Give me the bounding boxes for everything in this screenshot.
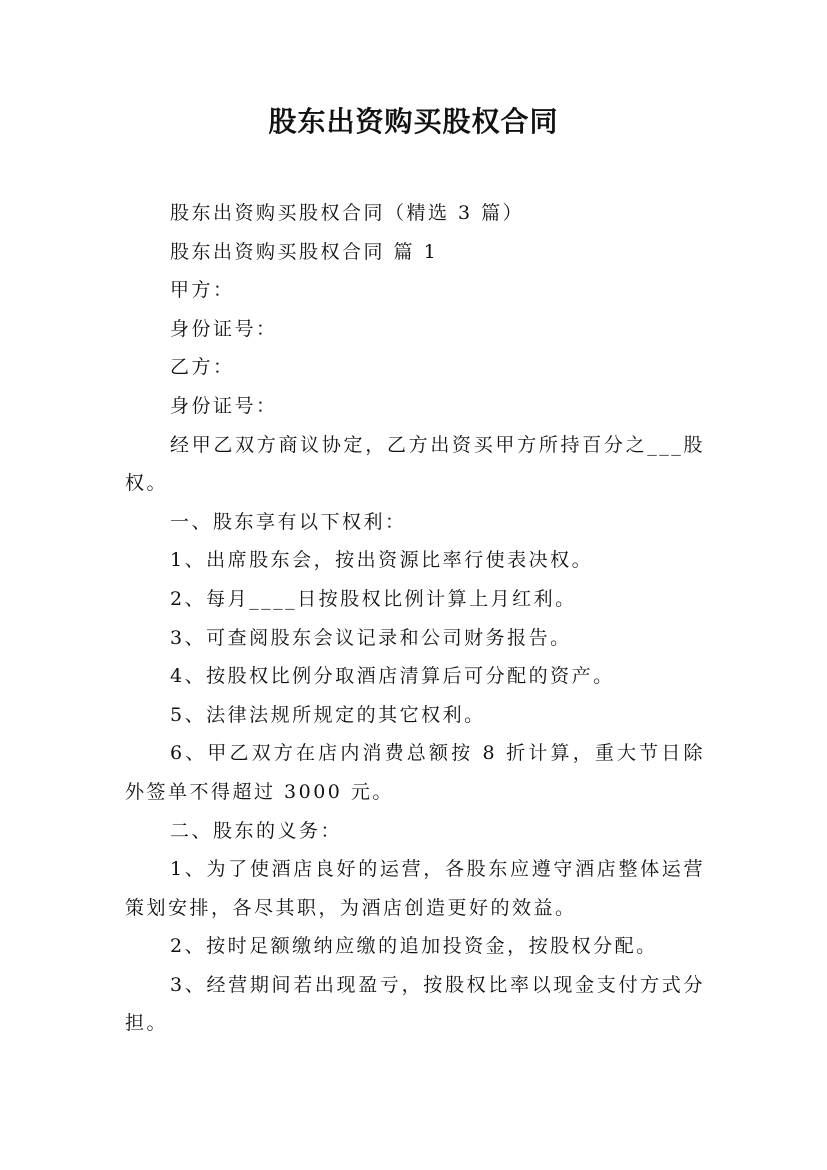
paragraph-party-b: 乙方： xyxy=(170,356,235,379)
paragraph-duty-1: 1、为了使酒店良好的运营，各股东应遵守酒店整体运营策划安排，各尽其职，为酒店创造更好的效益。 xyxy=(125,858,705,919)
paragraph-duties-heading: 二、股东的义务： xyxy=(170,819,343,842)
document-body xyxy=(125,194,705,1043)
paragraph-agreement: 经甲乙双方商议协定，乙方出资买甲方所持百分之___股权。 xyxy=(125,433,705,495)
paragraph-right-2: 2、每月____日按股权比例计算上月红利。 xyxy=(170,587,577,610)
paragraph-duty-3: 3、经营期间若出现盈亏，按股权比率以现金支付方式分担。 xyxy=(125,973,705,1035)
paragraph-right-3: 3、可查阅股东会议记录和公司财务报告。 xyxy=(170,626,572,649)
paragraph-right-1: 1、出席股东会，按出资源比率行使表决权。 xyxy=(170,549,594,572)
paragraph-right-4: 4、按股权比例分取酒店清算后可分配的资产。 xyxy=(170,665,615,688)
paragraph-party-a: 甲方： xyxy=(170,279,235,302)
paragraph-rights-heading: 一、股东享有以下权利： xyxy=(170,510,407,533)
paragraph-section-heading: 股东出资购买股权合同 篇 1 xyxy=(170,240,439,263)
paragraph-right-6: 6、甲乙双方在店内消费总额按 8 折计算，重大节日除外签单不得超过 3000 元。 xyxy=(125,742,705,803)
document-title: 股东出资购买股权合同 xyxy=(268,105,559,138)
paragraph-duty-2: 2、按时足额缴纳应缴的追加投资金，按股权分配。 xyxy=(170,935,658,958)
paragraph-right-5: 5、法律法规所规定的其它权利。 xyxy=(170,703,486,726)
paragraph-subtitle: 股东出资购买股权合同（精选 3 篇） xyxy=(170,202,525,224)
paragraph-party-a-id: 身份证号： xyxy=(170,317,278,340)
paragraph-party-b-id: 身份证号： xyxy=(170,394,278,417)
